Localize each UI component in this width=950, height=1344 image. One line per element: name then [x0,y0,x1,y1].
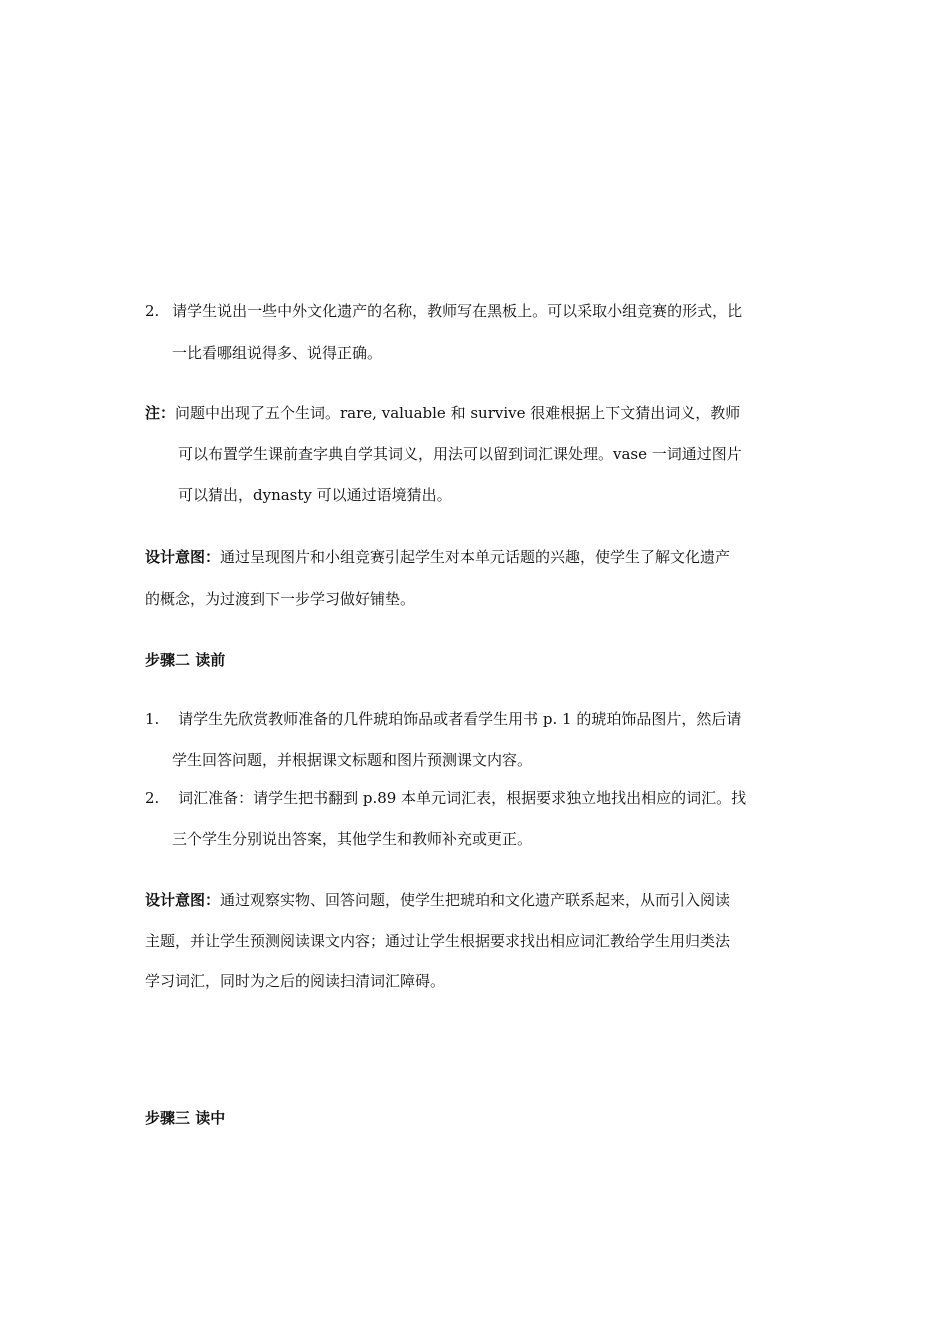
list-number: 2. [145,789,160,807]
design-intent-2-line1 [145,890,730,910]
list-number: 1. [145,710,160,728]
design-intent-label: 设计意图： [145,891,221,909]
note-line3: 可以猜出，dynasty 可以通过语境猜出。 [178,486,452,504]
list-text: 请学生说出一些中外文化遗产的名称，教师写在黑板上。可以采取小组竞赛的形式，比 [172,302,743,320]
step2-item1-line1 [145,709,741,729]
design-intent-1-line2: 的概念，为过渡到下一步学习做好铺垫。 [145,590,416,608]
note-line2: 可以布置学生课前查字典自学其词义，用法可以留到词汇课处理。vase 一词通过图片 [178,445,742,463]
list-text: 词汇准备：请学生把书翻到 p.89 本单元词汇表，根据要求独立地找出相应的词汇。找 [178,789,747,807]
step3-heading: 步骤三 读中 [145,1109,226,1127]
design-intent-2-line3: 学习词汇，同时为之后的阅读扫清词汇障碍。 [145,972,446,990]
note-text: 和 survive 很难根据上下文猜出词义，教师 [450,404,741,422]
design-intent-2-line2: 主题，并让学生预测阅读课文内容；通过让学生根据要求找出相应词汇教给学生用归类法 [145,932,731,950]
step1-item2-line2: 一比看哪组说得多、说得正确。 [172,344,383,362]
step2-heading: 步骤二 读前 [145,651,226,669]
list-number: 2. [145,302,160,320]
design-intent-1-line1 [145,547,730,567]
note-label: 注： [145,404,176,422]
step1-item2-line1 [145,301,742,321]
step2-item2-line2: 三个学生分别说出答案，其他学生和教师补充或更正。 [172,830,533,848]
list-text: 请学生先欣赏教师准备的几件琥珀饰品或者看学生用书 p. 1 的琥珀饰品图片，然后请 [178,710,742,728]
note-line1 [145,403,740,423]
design-intent-label: 设计意图： [145,548,221,566]
step2-item1-line2: 学生回答问题，并根据课文标题和图片预测课文内容。 [172,751,533,769]
design-intent-text: 通过呈现图片和小组竞赛引起学生对本单元话题的兴趣，使学生了解文化遗产 [220,548,731,566]
design-intent-text: 通过观察实物、回答问题，使学生把琥珀和文化遗产联系起来，从而引入阅读 [220,891,731,909]
step2-item2-line1 [145,788,746,808]
note-text: 问题中出现了五个生词。rare, valuable [175,404,446,422]
